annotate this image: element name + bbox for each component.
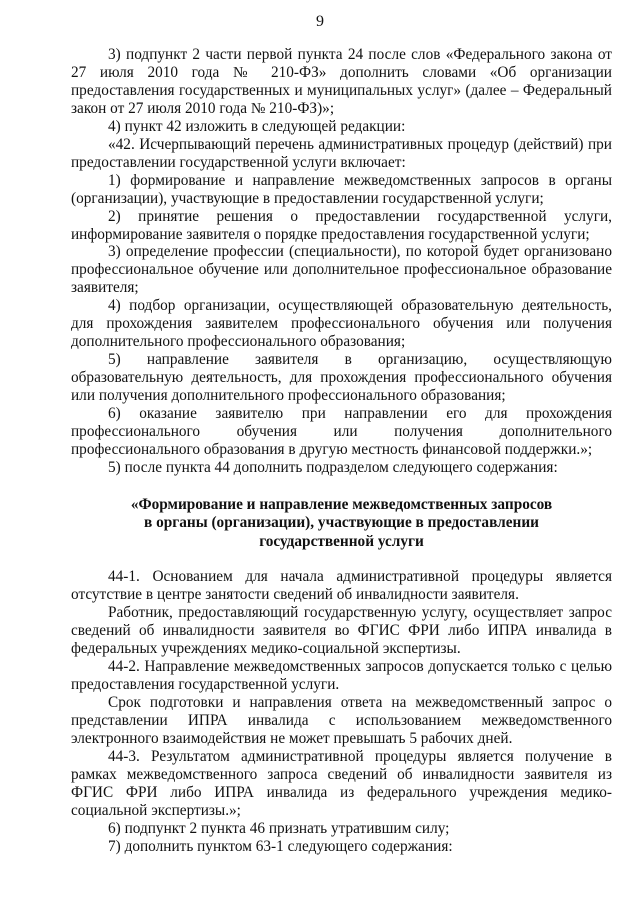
paragraph-44-1: 44-1. Основанием для начала административной процедуры является отсутствие в центре занятости сведений об инвалидности заявителя. [71, 568, 612, 604]
list-item-6: 6) оказание заявителю при направлении его для прохождения профессионального обучения или получения дополнительного профессионального образования в другую местность финансовой поддержки.»; [71, 405, 612, 458]
page-number: 9 [316, 13, 324, 30]
paragraph-item-4: 4) пункт 42 изложить в следующей редакции: [108, 117, 406, 135]
paragraph-44-2: 44-2. Направление межведомственных запросов допускается только с целью предоставления государственной услуги. [71, 658, 612, 694]
paragraph-item-5: 5) после пункта 44 дополнить подразделом следующего содержания: [108, 458, 558, 476]
paragraph-item-3: 3) подпункт 2 части первой пункта 24 после слов «Федерального закона от 27 июля 2010 года № 210-ФЗ» дополнить словами «Об организации предоставления государственных и муниципальных услуг» (далее – Федеральный закон от 27 июля 2010 года № 210-ФЗ)»; [71, 46, 612, 117]
list-item-1: 1) формирование и направление межведомственных запросов в органы (организации), участвующие в предоставлении государственной услуги; [71, 171, 612, 207]
paragraph-response-deadline: Срок подготовки и направления ответа на межведомственный запрос о представлении ИПРА инвалида с использованием межведомственного электронного взаимодействия не может превышать 5 рабочих дней. [71, 694, 612, 747]
list-item-3: 3) определение профессии (специальности), по которой будет организовано профессиональное обучение или дополнительное профессиональное образование заявителя; [71, 243, 612, 297]
paragraph-44-3: 44-3. Результатом административной процедуры является получение в рамках межведомственного запроса сведений об инвалидности заявителя из ФГИС ФРИ либо ИПРА инвалида из федерального учреждения медико-социальной экспертизы.»; [71, 747, 612, 819]
list-item-2: 2) принятие решения о предоставлении государственной услуги, информирование заявителя о порядке предоставления государственной услуги; [71, 207, 612, 243]
paragraph-item-7: 7) дополнить пунктом 63-1 следующего содержания: [108, 837, 453, 855]
paragraph-42-intro: «42. Исчерпывающий перечень административных процедур (действий) при предоставлении государственной услуги включает: [71, 135, 612, 171]
list-item-4: 4) подбор организации, осуществляющей образовательную деятельность, для прохождения заявителем профессионального обучения или получения дополнительного профессионального образования; [71, 297, 612, 351]
paragraph-request-info: Работник, предоставляющий государственную услугу, осуществляет запрос сведений об инвалидности заявителя во ФГИС ФРИ либо ИПРА инвалида в федеральных учреждениях медико-социальной экспертизы. [71, 604, 612, 658]
section-heading [71, 496, 612, 552]
paragraph-item-6: 6) подпункт 2 пункта 46 признать утратившим силу; [108, 819, 450, 837]
section-heading-line: в органы (организации), участвующие в предоставлении [144, 514, 539, 532]
list-item-5: 5) направление заявителя в организацию, осуществляющую образовательную деятельность, для прохождения профессионального обучения или получения дополнительного профессионального образования; [71, 351, 612, 405]
section-heading-line: государственной услуги [259, 532, 424, 550]
section-heading-line: «Формирование и направление межведомственных запросов [130, 495, 553, 513]
document-body [71, 46, 612, 856]
